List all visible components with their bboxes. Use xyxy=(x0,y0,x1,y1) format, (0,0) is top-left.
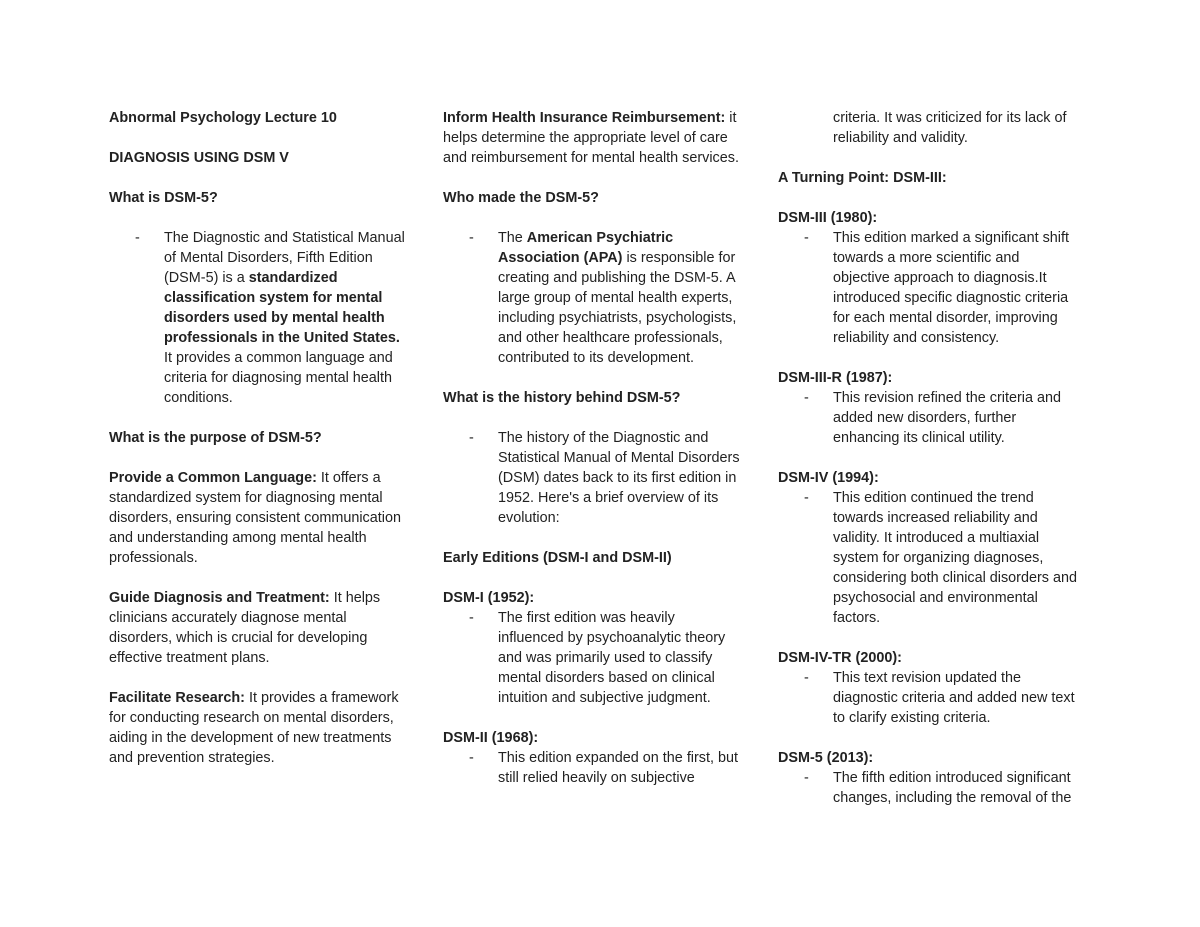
history-bullet xyxy=(443,428,763,528)
text-line xyxy=(109,468,427,488)
text-line: This revision refined the criteria and xyxy=(833,390,1061,406)
text-span: (DSM-5) is a xyxy=(164,270,249,286)
text-line: diagnostic criteria and added new text xyxy=(833,690,1075,706)
dsm3r-bullet xyxy=(778,388,1098,448)
bullet-dash: - xyxy=(135,230,140,246)
text-line: contributed to its development. xyxy=(498,350,694,366)
text-line: mental disorders based on clinical xyxy=(498,670,715,686)
text-line: large group of mental health experts, xyxy=(498,290,733,306)
column-3 xyxy=(778,108,1098,808)
text-span: It helps xyxy=(329,590,381,606)
text-line: system for organizing diagnoses, xyxy=(833,550,1044,566)
text-span: It provides a framework xyxy=(244,690,399,706)
bold-text: American Psychiatric xyxy=(526,230,674,246)
bold-text-line: disorders used by mental health xyxy=(164,310,385,326)
text-line: effective treatment plans. xyxy=(109,650,270,666)
insurance-paragraph xyxy=(443,108,763,168)
dsm3-heading: DSM-III (1980): xyxy=(778,210,878,226)
text-line: It provides a common language and xyxy=(164,350,393,366)
text-line: and other healthcare professionals, xyxy=(498,330,723,346)
turning-point-heading: A Turning Point: DSM-III: xyxy=(778,170,947,186)
dsm5-bullet xyxy=(778,768,1098,808)
dsm2-heading: DSM-II (1968): xyxy=(443,730,539,746)
text-line: psychosocial and environmental xyxy=(833,590,1038,606)
bullet-dash: - xyxy=(804,770,809,786)
bullet-dash: - xyxy=(804,230,809,246)
early-editions-heading: Early Editions (DSM-I and DSM-II) xyxy=(443,550,672,566)
text-line: towards a more scientific and xyxy=(833,250,1020,266)
text-line: disorders, which is crucial for developing xyxy=(109,630,368,646)
text-line: This edition marked a significant shift xyxy=(833,230,1069,246)
text-line: The history of the Diagnostic and xyxy=(498,430,709,446)
dsm4-bullet xyxy=(778,488,1098,628)
text-line: to clarify existing criteria. xyxy=(833,710,991,726)
text-line: This edition expanded on the first, but xyxy=(498,750,738,766)
text-line: and prevention strategies. xyxy=(109,750,275,766)
text-line: factors. xyxy=(833,610,881,626)
text-line: criteria. It was criticized for its lack of xyxy=(833,110,1067,126)
text-line xyxy=(443,108,763,128)
what-is-dsm5-bullet xyxy=(109,228,427,408)
column-2 xyxy=(443,108,763,788)
text-line xyxy=(109,688,427,708)
bullet-dash: - xyxy=(469,430,474,446)
text-line: disorders, ensuring consistent communication xyxy=(109,510,401,526)
document-title: Abnormal Psychology Lecture 10 xyxy=(109,110,337,126)
text-line: objective approach to diagnosis.It xyxy=(833,270,1047,286)
text-line: creating and publishing the DSM-5. A xyxy=(498,270,736,286)
text-line: including psychiatrists, psychologists, xyxy=(498,310,737,326)
paragraph-label: Guide Diagnosis and Treatment: xyxy=(109,590,330,606)
paragraph-label: Inform Health Insurance Reimbursement: xyxy=(443,110,726,126)
text-line: This text revision updated the xyxy=(833,670,1021,686)
bullet-dash: - xyxy=(804,670,809,686)
text-line: The first edition was heavily xyxy=(498,610,675,626)
text-span: it xyxy=(725,110,737,126)
text-line: for conducting research on mental disorders, xyxy=(109,710,394,726)
text-line: reliability and validity. xyxy=(833,130,968,146)
text-line: of Mental Disorders, Fifth Edition xyxy=(164,250,373,266)
bullet-dash: - xyxy=(469,750,474,766)
text-line: criteria for diagnosing mental health xyxy=(164,370,392,386)
dsm1-bullet xyxy=(443,608,763,708)
guide-diagnosis-paragraph xyxy=(109,588,427,668)
text-line: towards increased reliability and xyxy=(833,510,1038,526)
text-line: The fifth edition introduced significant xyxy=(833,770,1071,786)
dsm2-bullet xyxy=(443,748,763,788)
text-line: and was primarily used to classify xyxy=(498,650,713,666)
history-heading: What is the history behind DSM-5? xyxy=(443,390,681,406)
text-line: (DSM) dates back to its first edition in xyxy=(498,470,737,486)
text-line: 1952. Here's a brief overview of its xyxy=(498,490,719,506)
text-line: still relied heavily on subjective xyxy=(498,770,695,786)
text-line: added new disorders, further xyxy=(833,410,1017,426)
bullet-dash: - xyxy=(804,390,809,406)
paragraph-label: Facilitate Research: xyxy=(109,690,245,706)
text-line: standardized system for diagnosing mental xyxy=(109,490,383,506)
text-line: and reimbursement for mental health services. xyxy=(443,150,739,166)
text-line: enhancing its clinical utility. xyxy=(833,430,1005,446)
what-is-dsm5-heading: What is DSM-5? xyxy=(109,190,218,206)
dsm2-bullet-continued xyxy=(778,108,1098,148)
bullet-dash: - xyxy=(469,230,474,246)
text-line: and understanding among mental health xyxy=(109,530,367,546)
bold-text-line: professionals in the United States. xyxy=(164,330,400,346)
text-line: for each mental disorder, improving xyxy=(833,310,1058,326)
text-line: changes, including the removal of the xyxy=(833,790,1072,806)
text-line xyxy=(498,248,763,268)
text-line xyxy=(498,228,763,248)
section-title: DIAGNOSIS USING DSM V xyxy=(109,150,289,166)
text-line: aiding in the development of new treatments xyxy=(109,730,392,746)
text-span: is responsible for xyxy=(622,250,736,266)
text-line: professionals. xyxy=(109,550,198,566)
text-line: Statistical Manual of Mental Disorders xyxy=(498,450,740,466)
text-span: The xyxy=(498,230,527,246)
dsm3-bullet xyxy=(778,228,1098,348)
bullet-dash: - xyxy=(469,610,474,626)
text-line: reliability and consistency. xyxy=(833,330,1000,346)
text-line: This edition continued the trend xyxy=(833,490,1034,506)
text-line xyxy=(164,268,427,288)
text-line: The Diagnostic and Statistical Manual xyxy=(164,230,405,246)
text-line: conditions. xyxy=(164,390,233,406)
dsm3r-heading: DSM-III-R (1987): xyxy=(778,370,893,386)
dsm1-heading: DSM-I (1952): xyxy=(443,590,535,606)
text-span: It offers a xyxy=(316,470,381,486)
purpose-heading: What is the purpose of DSM-5? xyxy=(109,430,322,446)
column-1 xyxy=(109,108,427,768)
dsm4tr-bullet xyxy=(778,668,1098,728)
text-line: evolution: xyxy=(498,510,560,526)
text-line xyxy=(109,588,427,608)
dsm4-heading: DSM-IV (1994): xyxy=(778,470,879,486)
facilitate-research-paragraph xyxy=(109,688,427,768)
common-language-paragraph xyxy=(109,468,427,568)
bullet-dash: - xyxy=(804,490,809,506)
bold-text-line: classification system for mental xyxy=(164,290,383,306)
who-made-bullet xyxy=(443,228,763,368)
bold-text: Association (APA) xyxy=(498,250,623,266)
text-line: intuition and subjective judgment. xyxy=(498,690,711,706)
text-line: clinicians accurately diagnose mental xyxy=(109,610,347,626)
dsm5-heading: DSM-5 (2013): xyxy=(778,750,874,766)
bold-text: standardized xyxy=(248,270,338,286)
paragraph-label: Provide a Common Language: xyxy=(109,470,317,486)
who-made-heading: Who made the DSM-5? xyxy=(443,190,599,206)
text-line: introduced specific diagnostic criteria xyxy=(833,290,1069,306)
text-line: helps determine the appropriate level of care xyxy=(443,130,728,146)
text-line: validity. It introduced a multiaxial xyxy=(833,530,1040,546)
text-line: considering both clinical disorders and xyxy=(833,570,1077,586)
text-line: influenced by psychoanalytic theory xyxy=(498,630,726,646)
dsm4tr-heading: DSM-IV-TR (2000): xyxy=(778,650,902,666)
